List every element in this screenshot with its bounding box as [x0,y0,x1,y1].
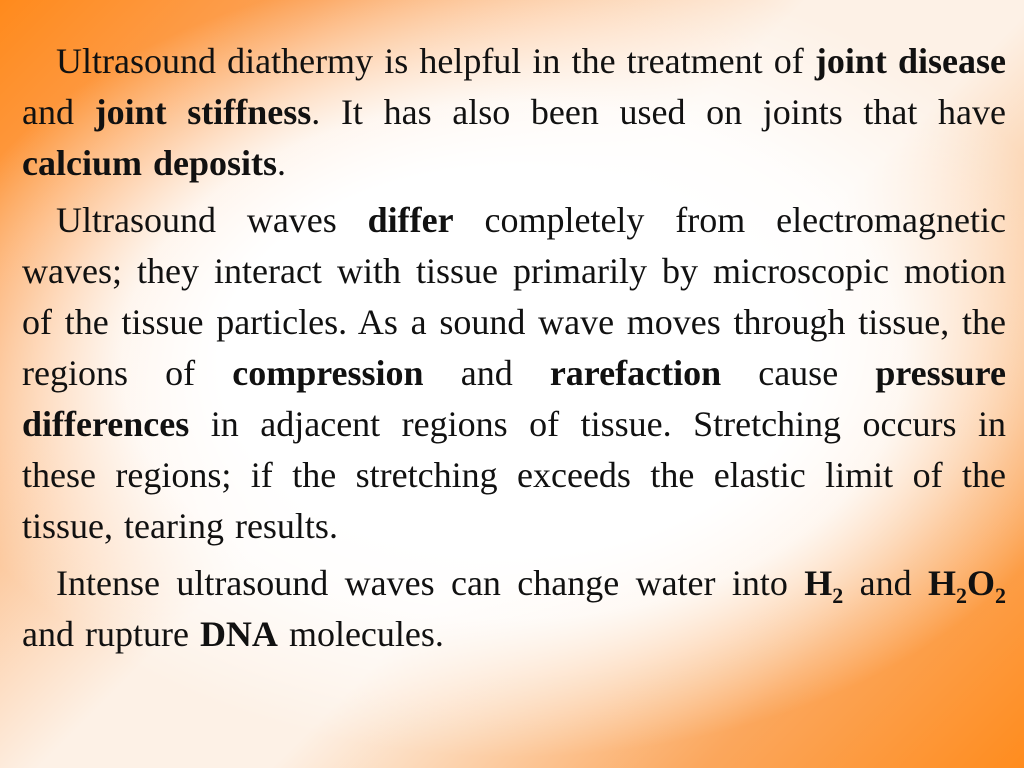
text: Ultrasound waves [56,200,368,240]
term-joint-disease: joint disease [814,41,1006,81]
paragraph-intense-ultrasound [22,558,1006,660]
term-compression: compression [232,353,424,393]
text: and rupture [22,614,200,654]
text: and [22,92,95,132]
formula-h2 [804,563,844,608]
formula-element: H [804,563,833,603]
text: in adjacent regions of tissue. Stretching occurs in these regions; if the stretching exceeds the elastic limit of the tissue, tearing results. [22,404,1006,546]
term-dna: DNA [199,614,278,654]
term-calcium-deposits: calcium deposits [22,143,278,183]
term-joint-stiffness: joint stiffness [94,92,312,132]
text: molecules. [277,614,444,654]
formula-subscript: 2 [955,583,967,608]
text: . It has also been used on joints that have [311,92,1007,132]
term-rarefaction: rarefaction [549,353,722,393]
text: . [277,143,287,183]
formula-subscript: 2 [995,583,1006,608]
text: cause [721,353,876,393]
paragraph-diathermy [22,36,1006,189]
text: completely from electromagnetic waves; they interact with tissue primarily by microscopic motion of the tissue particles. As a sound wave moves through tissue, the regions of [22,200,1006,393]
formula-subscript: 2 [832,583,844,608]
formula-element: O [966,563,995,603]
text: Ultrasound diathermy is helpful in the treatment of [56,41,815,81]
slide-body [22,36,1006,666]
paragraph-ultrasound-waves [22,195,1006,552]
text: and [423,353,550,393]
formula-element: H [927,563,956,603]
formula-h2o2 [927,563,1006,608]
text: and [843,563,928,603]
term-pressure-differences: pressure differences [22,353,1006,444]
text: Intense ultrasound waves can change water into [56,563,805,603]
term-differ: differ [367,200,454,240]
